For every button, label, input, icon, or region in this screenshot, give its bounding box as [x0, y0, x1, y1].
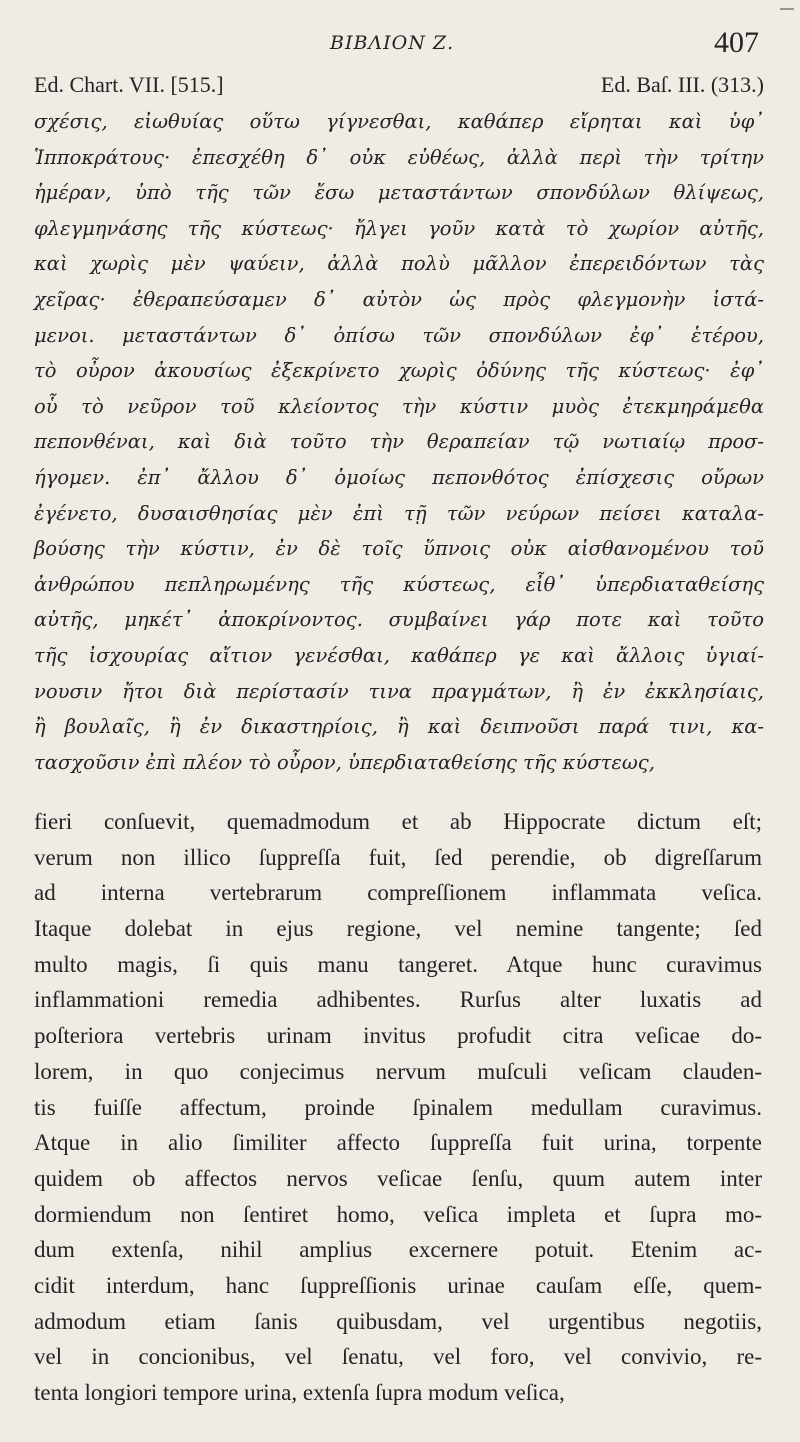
greek-text-line: ἀνθρώπου πεπληρωμένης τῆς κύστεως, εἶθ᾽ ὑπερδιαταθείσης: [34, 572, 764, 596]
latin-text-line: tenta longiori tempore urina, extenſa ſupra modum veſica,: [34, 1380, 565, 1405]
latin-text-line: multo magis, ſi quis manu tangeret. Atque hunc curavimus: [34, 951, 762, 977]
greek-text-line: ήγομεν. ἐπ᾽ ἄλλου δ᾽ ὁμοίως πεπονθότος ἐπίσχεσις οὔρων: [34, 465, 764, 489]
greek-text-line: τασχοῦσιν ἐπὶ πλέον τὸ οὖρον, ὑπερδιαταθείσης τῆς κύστεως,: [34, 750, 655, 774]
latin-text-line: lorem, in quo conjecimus nervum muſculi veſicam clauden-: [34, 1058, 762, 1084]
greek-text-line: αὐτῆς, μηκέτ᾽ ἀποκρίνοντος. συμβαίνει γάρ ποτε καὶ τοῦτο: [34, 608, 764, 632]
latin-text-line: Atque in alio ſimiliter affecto ſuppreſſa fuit urina, torpente: [34, 1130, 762, 1156]
latin-text-line: fieri conſuevit, quemadmodum et ab Hippocrate dictum eſt;: [34, 809, 762, 834]
latin-text-line: cidit interdum, hanc ſuppreſſionis urinae cauſam eſſe, quem-: [34, 1272, 762, 1298]
edition-reference-chartier: Ed. Chart. VII. [515.]: [34, 72, 224, 97]
edition-references: [34, 72, 764, 102]
greek-text-line: νουσιν ἤτοι διὰ περίστασίν τινα πραγμάτων, ἢ ἐν ἐκκλησίαις,: [34, 679, 764, 703]
greek-text-line: σχέσις, εἰωθυίας οὕτω γίγνεσθαι, καθάπερ εἴρηται καὶ ὑφ᾽: [34, 110, 764, 133]
greek-text-block: [34, 104, 774, 780]
greek-text-line: τὸ οὖρον ἀκουσίως ἐξεκρίνετο χωρὶς ὀδύνης τῆς κύστεως· ἐφ᾽: [34, 359, 764, 383]
greek-text-line: χεῖρας· ἐθεραπεύσαμεν δ᾽ αὐτὸν ὡς πρὸς φλεγμονὴν ἱστά-: [34, 287, 764, 311]
greek-text-line: οὗ τὸ νεῦρον τοῦ κλείοντος τὴν κύστιν μυὸς ἐτεκμηράμεθα: [34, 394, 764, 418]
page-edge-mark: [780, 8, 794, 10]
latin-text-line: verum non illico ſuppreſſa fuit, ſed perendie, ob digreſſarum: [34, 844, 762, 870]
greek-text-line: πεπονθέναι, καὶ διὰ τοῦτο τὴν θεραπείαν τῷ νωτιαίῳ προσ-: [34, 430, 764, 454]
book-title: ΒΙΒΛΙΟΝ Ζ.: [330, 32, 455, 54]
greek-text-line: ἡμέραν, ὑπὸ τῆς τῶν ἔσω μεταστάντων σπονδύλων θλίψεως,: [34, 181, 764, 205]
latin-text-line: quidem ob affectos nervos veſicae ſenſu, quum autem inter: [34, 1165, 762, 1191]
latin-text-line: Itaque dolebat in ejus regione, vel nemine tangente; ſed: [34, 916, 762, 942]
greek-text-line: ἢ βουλαῖς, ἢ ἐν δικαστηρίοις, ἢ καὶ δειπνοῦσι παρά τινι, κα-: [34, 715, 764, 739]
greek-text-line: φλεγμηνάσης τῆς κύστεως· ἤλγει γοῦν κατὰ τὸ χωρίον αὐτῆς,: [34, 216, 764, 240]
latin-text-line: vel in concionibus, vel ſenatu, vel foro, vel convivio, re-: [34, 1344, 762, 1370]
latin-text-block: [34, 804, 774, 1411]
greek-text-line: καὶ χωρὶς μὲν ψαύειν, ἀλλὰ πολὺ μᾶλλον ἐπερειδόντων τὰς: [34, 252, 764, 276]
latin-text-line: poſteriora vertebris urinam invitus profudit citra veſicae do-: [34, 1023, 762, 1049]
latin-text-line: admodum etiam ſanis quibusdam, vel urgentibus negotiis,: [34, 1308, 762, 1334]
greek-text-line: τῆς ἰσχουρίας αἴτιον γενέσθαι, καθάπερ γε καὶ ἄλλοις ὑγιαί-: [34, 643, 764, 667]
latin-text-line: inflammationi remedia adhibentes. Rurſus alter luxatis ad: [34, 987, 762, 1013]
running-head: [0, 26, 800, 66]
greek-text-line: βούσης τὴν κύστιν, ἐν δὲ τοῖς ὕπνοις οὐκ αἰσθανομένου τοῦ: [34, 537, 764, 561]
edition-reference-basel: Ed. Baſ. III. (313.): [600, 72, 764, 97]
latin-text-line: dum extenſa, nihil amplius excernere potuit. Etenim ac-: [34, 1237, 762, 1263]
greek-text-line: ἐγένετο, δυσαισθησίας μὲν ἐπὶ τῇ τῶν νεύρων πείσει καταλα-: [34, 501, 764, 525]
latin-text-line: dormiendum non ſentiret homo, veſica impleta et ſupra mo-: [34, 1201, 762, 1227]
latin-text-line: ad interna vertebrarum compreſſionem inflammata veſica.: [34, 880, 762, 906]
page-number: 407: [714, 26, 759, 59]
greek-text-line: Ἱπποκράτους· ἐπεσχέθη δ᾽ οὐκ εὐθέως, ἀλλὰ περὶ τὴν τρίτην: [34, 145, 764, 169]
latin-text-line: tis fuiſſe affectum, proinde ſpinalem medullam curavimus.: [34, 1094, 762, 1120]
greek-text-line: μενοι. μεταστάντων δ᾽ ὀπίσω τῶν σπονδύλων ἐφ᾽ ἑτέρου,: [34, 323, 764, 347]
